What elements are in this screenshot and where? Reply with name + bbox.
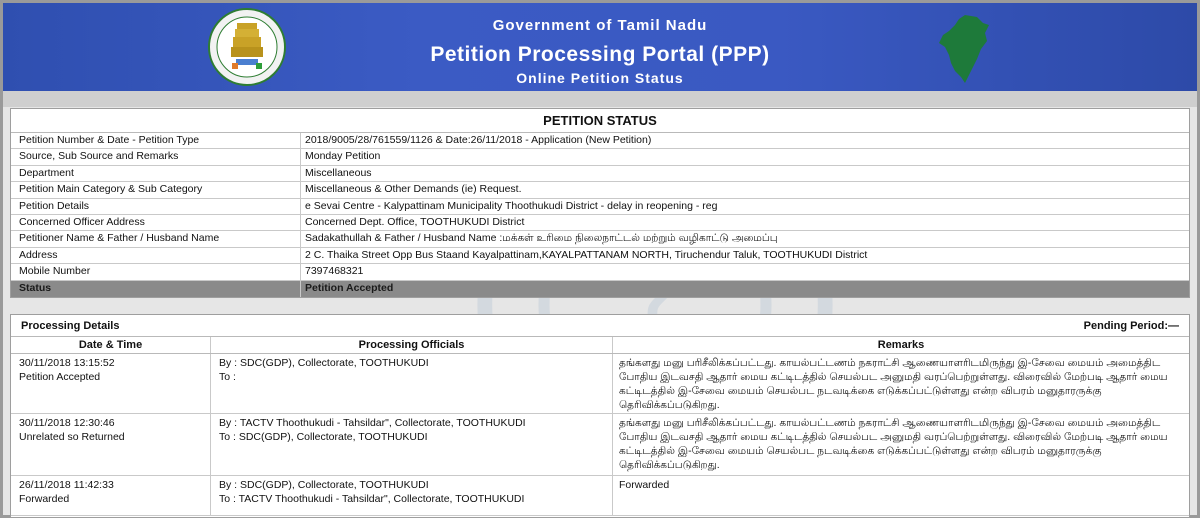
datetime-value: 30/11/2018 13:15:52: [19, 357, 115, 369]
processing-title: Processing Details: [21, 320, 120, 332]
info-row: [11, 149, 1189, 165]
remarks-cell: தங்களது மனு பரிசீலிக்கப்பட்டது. காயல்பட்டணம் நகராட்சி ஆணையாளரிடமிருந்து இ-சேவை மையம் அமைத்திட போதிய இடவசதி ஆதார் மைய கட்டிடத்தில் செயல்பட அனுமதி வரப்பெற்றுள்ளது. விரைவில் மேற்படி ஆதார் மைய கட்டிடத்தில் இ-சேவை மையம் செயல்பட நடவடிக்கை எடுக்கப்பட்டுள்ளது என்ற விபரம் மனுதாரருக்கு தெரிவிக்கப்படுகிறது.: [619, 357, 1168, 411]
info-row: [11, 182, 1189, 198]
petition-status-panel: [10, 108, 1190, 298]
processing-details-panel: [10, 314, 1190, 518]
portal-title: Petition Processing Portal (PPP): [430, 43, 770, 66]
datetime-value: 30/11/2018 12:30:46: [19, 417, 115, 429]
pending-period: Pending Period:—: [1083, 320, 1179, 332]
info-value: Miscellaneous: [305, 166, 372, 179]
info-label: Concerned Officer Address: [11, 215, 301, 230]
info-row: [11, 133, 1189, 149]
panel-title: PETITION STATUS: [11, 109, 1189, 133]
tamil-nadu-map-icon: [925, 13, 1007, 85]
info-value: Monday Petition: [305, 150, 381, 163]
header-banner: [3, 3, 1197, 91]
action-value: Unrelated so Returned: [19, 431, 125, 443]
processing-header: [11, 315, 1189, 337]
status-value: Petition Accepted: [305, 281, 394, 294]
to-official: To :: [219, 371, 236, 383]
table-row: [11, 354, 1189, 414]
by-official: By : SDC(GDP), Collectorate, TOOTHUKUDI: [219, 479, 429, 491]
to-official: To : SDC(GDP), Collectorate, TOOTHUKUDI: [219, 431, 428, 443]
info-label: Department: [11, 166, 301, 181]
info-row: [11, 199, 1189, 215]
info-row: [11, 166, 1189, 182]
info-value: Concerned Dept. Office, TOOTHUKUDI District: [305, 215, 525, 228]
info-row: [11, 215, 1189, 231]
by-official: By : SDC(GDP), Collectorate, TOOTHUKUDI: [219, 357, 429, 369]
info-value: Sadakathullah & Father / Husband Name :மக்கள் உரிமை நிலைநாட்டல் மற்றும் வழிகாட்டு அமைப்பு: [305, 232, 778, 245]
info-row: [11, 248, 1189, 264]
info-label: Source, Sub Source and Remarks: [11, 149, 301, 164]
info-label: Petition Main Category & Sub Category: [11, 182, 301, 197]
info-label: Petitioner Name & Father / Husband Name: [11, 231, 301, 246]
officials-cell: [211, 414, 613, 475]
action-value: Forwarded: [19, 493, 70, 505]
info-row: [11, 264, 1189, 280]
table-row: [11, 476, 1189, 516]
datetime-cell: [11, 354, 211, 413]
remarks-cell: தங்களது மனு பரிசீலிக்கப்பட்டது. காயல்பட்டணம் நகராட்சி ஆணையாளரிடமிருந்து இ-சேவை மையம் அமைத்திட போதிய இடவசதி ஆதார் மைய கட்டிடத்தில் செயல்பட அனுமதி வரப்பெற்றுள்ளது. விரைவில் மேற்படி ஆதார் மைய கட்டிடத்தில் இ-சேவை மையம் செயல்பட நடவடிக்கை எடுக்கப்பட்டுள்ளது என்ற விபரம் மனுதாரருக்கு தெரிவிக்கப்படுகிறது.: [619, 417, 1168, 471]
column-header-officials: Processing Officials: [211, 337, 613, 353]
processing-table-header: [11, 337, 1189, 354]
datetime-cell: [11, 476, 211, 515]
status-label: Status: [11, 281, 301, 297]
column-header-datetime: Date & Time: [11, 337, 211, 353]
separator-band: [3, 91, 1197, 107]
column-header-remarks: Remarks: [877, 339, 925, 351]
info-label: Petition Details: [11, 199, 301, 214]
info-label: Mobile Number: [11, 264, 301, 279]
info-label: Address: [11, 248, 301, 263]
info-value: 2 C. Thaika Street Opp Bus Staand Kayalpattinam,KAYALPATTANAM NORTH, Tiruchendur Taluk, TOOTHUKUDI District: [305, 248, 868, 261]
officials-cell: [211, 476, 613, 515]
page-subtitle: Online Petition Status: [516, 70, 684, 86]
officials-cell: [211, 354, 613, 413]
info-row: [11, 231, 1189, 247]
action-value: Petition Accepted: [19, 371, 101, 383]
table-row: [11, 414, 1189, 476]
status-row: [11, 281, 1189, 297]
datetime-value: 26/11/2018 11:42:33: [19, 479, 114, 491]
info-value: 7397468321: [305, 265, 364, 278]
remarks-cell: Forwarded: [619, 479, 670, 491]
info-value: 2018/9005/28/761559/1126 & Date:26/11/2018 - Application (New Petition): [305, 134, 652, 146]
by-official: By : TACTV Thoothukudi - Tahsildar", Collectorate, TOOTHUKUDI: [219, 417, 526, 429]
info-label: Petition Number & Date - Petition Type: [11, 133, 301, 148]
datetime-cell: [11, 414, 211, 475]
to-official: To : TACTV Thoothukudi - Tahsildar", Collectorate, TOOTHUKUDI: [219, 493, 525, 505]
government-title: Government of Tamil Nadu: [492, 17, 708, 34]
info-value: e Sevai Centre - Kalypattinam Municipality Thoothukudi District - delay in reopening - reg: [305, 199, 718, 212]
info-value: Miscellaneous & Other Demands (ie) Request.: [305, 183, 522, 196]
